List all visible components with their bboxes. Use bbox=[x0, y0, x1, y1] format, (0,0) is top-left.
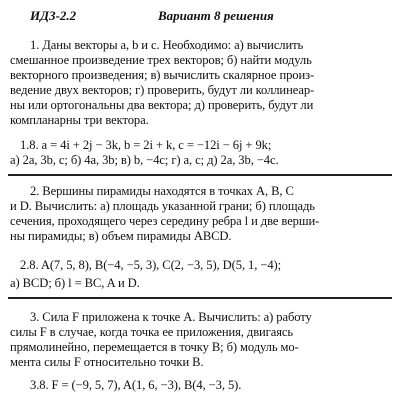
task2-variant-answers: а) BCD; б) l = BC, A и D. bbox=[10, 276, 140, 290]
section-divider bbox=[8, 174, 392, 176]
task2-variant-line: 2.8. A(7, 5, 8), B(−4, −5, 3), C(2, −3, 5), D(5, 1, −4); bbox=[20, 258, 282, 272]
task3-line: прямолинейно, перемещается в точку B; б) модуль мо- bbox=[10, 340, 299, 354]
task3-line: 3. Сила F приложена к точке A. Вычислить: а) работу bbox=[30, 310, 312, 324]
task2-line: 2. Вершины пирамиды находятся в точках A, B, C bbox=[30, 184, 294, 198]
task1-line: 1. Даны векторы a, b и c. Необходимо: а) вычислить bbox=[30, 38, 304, 52]
task2-line: и D. Вычислить: а) площадь указанной грани; б) площадь bbox=[10, 199, 315, 213]
task1-variant-answers: а) 2a, 3b, c; б) 4a, 3b; в) b, −4c; г) a, c; д) 2a, 3b, −4c. bbox=[10, 153, 279, 167]
header-variant: Вариант 8 решения bbox=[158, 8, 274, 23]
section-divider bbox=[8, 297, 392, 299]
task1-line: ведение двух векторов; г) проверить, будут ли коллинеар- bbox=[10, 83, 315, 97]
task2-line: ны пирамиды; в) объем пирамиды ABCD. bbox=[10, 229, 232, 243]
task1-variant-line: 1.8. a = 4i + 2j − 3k, b = 2i + k, c = −12i − 6j + 9k; bbox=[20, 138, 272, 152]
task2-line: сечения, проходящего через середину ребра l и две верши- bbox=[10, 214, 320, 228]
task1-line: смешанное произведение трех векторов; б) найти модуль bbox=[10, 53, 312, 67]
task1-line: векторного произведения; в) вычислить скалярное произ- bbox=[10, 68, 315, 82]
task3-line: мента силы F относительно точки B. bbox=[10, 355, 204, 369]
task1-line: ны или ортогональны два вектора; д) проверить, будут ли bbox=[10, 98, 314, 112]
task3-variant-line: 3.8. F = (−9, 5, 7), A(1, 6, −3), B(4, −3, 5). bbox=[30, 378, 242, 392]
task3-line: силы F в случае, когда точка ее приложения, двигаясь bbox=[10, 325, 294, 339]
header-title: ИДЗ-2.2 bbox=[30, 8, 77, 23]
task1-line: компланарны три вектора. bbox=[10, 113, 149, 127]
page-header bbox=[30, 8, 274, 24]
